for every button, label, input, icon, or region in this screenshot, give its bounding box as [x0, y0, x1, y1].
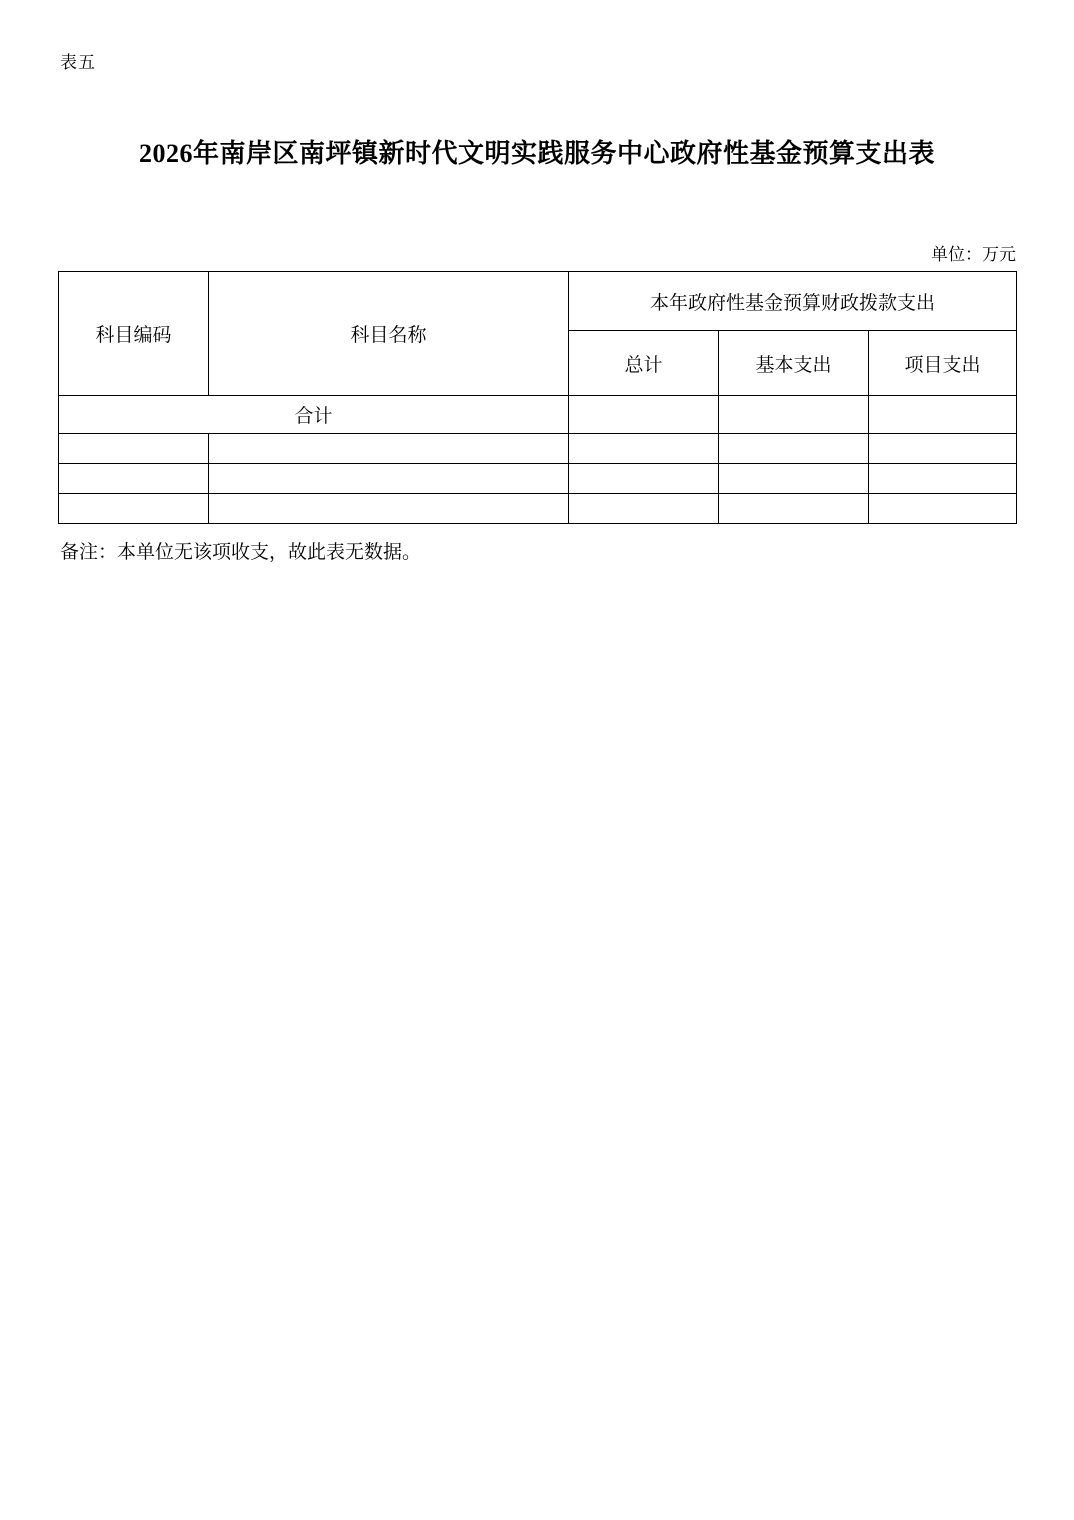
cell-total [569, 434, 719, 464]
table-row [59, 464, 1017, 494]
cell-basic [719, 494, 869, 524]
table-body [59, 396, 1017, 524]
cell-code [59, 494, 209, 524]
cell-total [569, 464, 719, 494]
cell-name [209, 494, 569, 524]
cell-total-value [569, 396, 719, 434]
cell-project [869, 494, 1017, 524]
table-header-row-1 [59, 272, 1017, 331]
table-header [59, 272, 1017, 396]
cell-name [209, 464, 569, 494]
column-header-total: 总计 [569, 331, 719, 396]
sheet-tag: 表五 [60, 53, 96, 72]
unit-note: 单位：万元 [931, 245, 1016, 264]
cell-basic [719, 434, 869, 464]
table-row [59, 494, 1017, 524]
column-header-basic: 基本支出 [719, 331, 869, 396]
column-header-project: 项目支出 [869, 331, 1017, 396]
column-header-group: 本年政府性基金预算财政拨款支出 [569, 272, 1017, 331]
cell-name [209, 434, 569, 464]
budget-table-container [58, 271, 1016, 524]
table-remark: 备注：本单位无该项收支，故此表无数据。 [60, 542, 422, 563]
table-row [59, 396, 1017, 434]
cell-code [59, 434, 209, 464]
cell-project [869, 434, 1017, 464]
cell-project-value [869, 396, 1017, 434]
cell-total [569, 494, 719, 524]
column-header-code: 科目编码 [59, 272, 209, 396]
cell-total-label: 合计 [59, 396, 569, 434]
cell-project [869, 464, 1017, 494]
budget-table [58, 271, 1017, 524]
table-row [59, 434, 1017, 464]
page-title: 2026年南岸区南坪镇新时代文明实践服务中心政府性基金预算支出表 [138, 139, 935, 168]
cell-basic [719, 464, 869, 494]
cell-code [59, 464, 209, 494]
column-header-name: 科目名称 [209, 272, 569, 396]
cell-basic-value [719, 396, 869, 434]
